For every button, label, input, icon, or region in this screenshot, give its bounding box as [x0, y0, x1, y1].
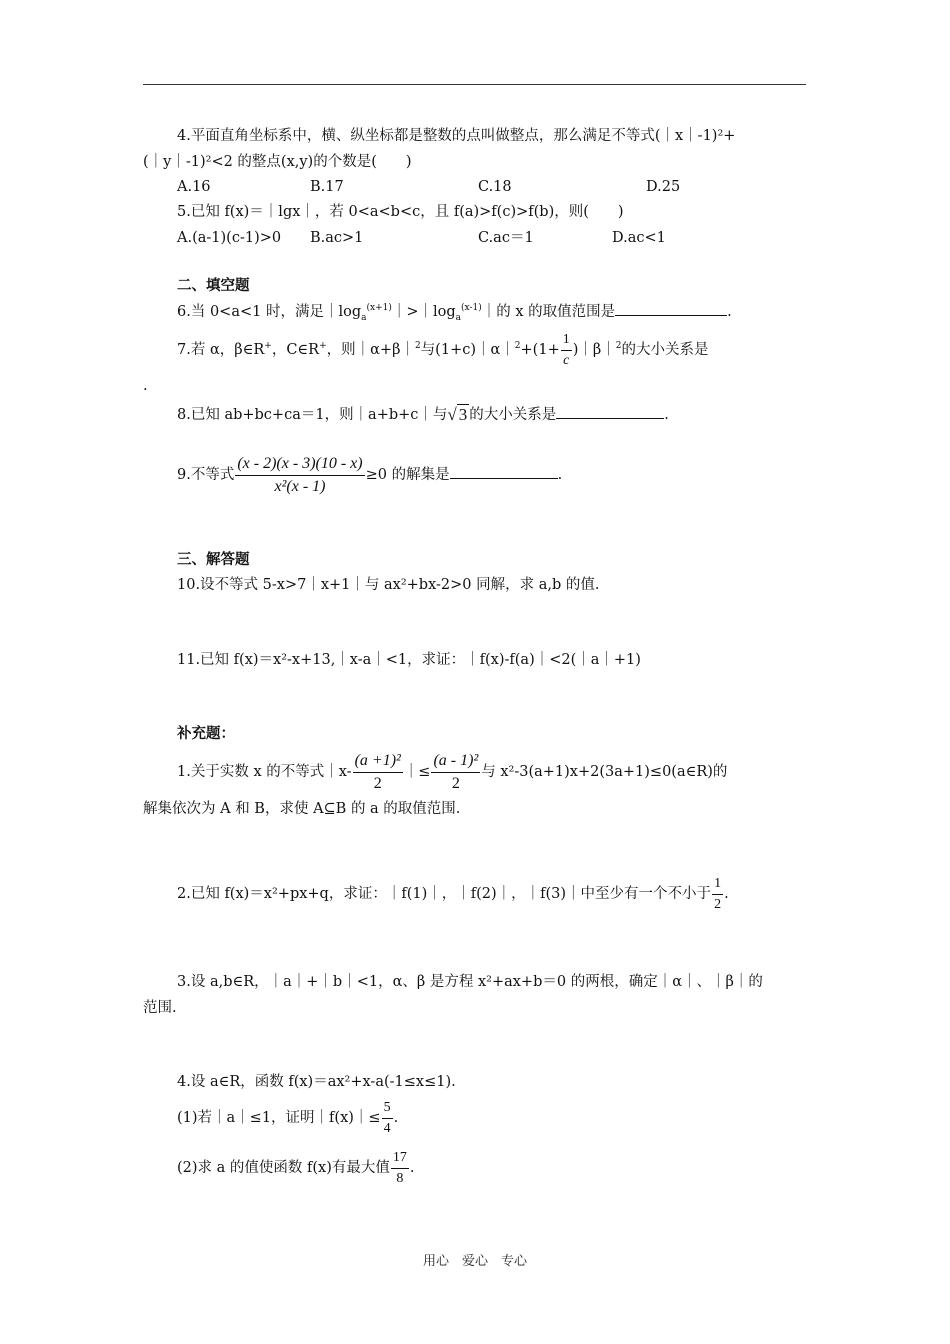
q5-stem: 5.已知 f(x)＝｜lgx｜，若 0<a<b<c，且 f(a)>f(c)>f(b)，则( ): [177, 204, 624, 220]
q8-end: .: [664, 407, 669, 423]
s4-p1-num: 5: [382, 1101, 393, 1119]
q9-frac-num: (x - 2)(x - 3)(10 - x): [235, 456, 364, 476]
q4-option-a: A.16: [177, 179, 211, 195]
s3-line2: 范围.: [143, 1000, 177, 1016]
q5-option-d: D.ac<1: [612, 230, 666, 246]
q7-text-pre: 7.若 α，β∈R: [177, 342, 265, 358]
s2-frac-den: 2: [714, 896, 722, 912]
s1-f1-den: 2: [373, 774, 382, 792]
q8-text-post: 的大小关系是: [469, 407, 557, 423]
q6-base1: a: [361, 312, 367, 323]
q6-text-pre: 6.当 0<a<1 时，满足｜log: [177, 304, 362, 320]
s4-p2-num: 17: [391, 1151, 409, 1169]
q7-sup-plus1: +: [264, 341, 272, 352]
section-fill-in-heading: 二、填空题: [177, 278, 250, 294]
q9-text-pre: 9.不等式: [177, 467, 235, 483]
section-answer-heading: 三、解答题: [177, 552, 250, 568]
q6: [177, 301, 732, 322]
q9: [177, 455, 562, 495]
q6-end: .: [727, 304, 732, 320]
s2-frac-num: 1: [712, 877, 723, 895]
q9-fraction: [235, 456, 364, 495]
q8: [177, 400, 669, 430]
q7-text-mid1: ，C∈R: [271, 342, 320, 358]
q6-text-mid: ｜>｜log: [391, 304, 456, 320]
s1-fraction1: [353, 753, 403, 792]
s4-part1: [177, 1098, 398, 1138]
s4-part2: [177, 1148, 414, 1188]
q11: 11.已知 f(x)＝x²-x+13,｜x-a｜<1，求证：｜f(x)-f(a)｜<2(｜a｜+1): [177, 652, 641, 668]
q7-text-post: 的大小关系是: [621, 342, 709, 358]
q4-option-d: D.25: [646, 179, 681, 195]
q7-frac-den: c: [563, 352, 570, 368]
s3-line1: 3.设 a,b∈R，｜a｜+｜b｜<1，α、β 是方程 x²+ax+b＝0 的两根，确定｜α｜、｜β｜的: [177, 974, 763, 990]
q10: 10.设不等式 5-x>7｜x+1｜与 ax²+bx-2>0 同解，求 a,b 的值.: [177, 577, 600, 593]
q7-text-mid4: +(1+: [520, 342, 560, 358]
q6-arg1: (x+1): [366, 303, 392, 314]
q4-line2: (｜y｜-1)²<2 的整点(x,y)的个数是( ): [143, 154, 412, 170]
s1-text-post: 与 x²-3(a+1)x+2(3a+1)≤0(a∈R)的: [481, 764, 728, 780]
s4-p1-den: 4: [383, 1120, 391, 1136]
q6-text-post: ｜的 x 的取值范围是: [481, 304, 616, 320]
header-rule: [143, 84, 806, 85]
section-supplement-heading: 补充题：: [177, 726, 235, 742]
q5-option-a: A.(a-1)(c-1)>0: [177, 230, 282, 246]
s1-f2-num: (a - 1)²: [431, 753, 480, 773]
page-footer: 用心 爱心 专心: [422, 1254, 527, 1269]
s4-p2-fraction: [391, 1151, 409, 1186]
q6-answer-blank[interactable]: [615, 301, 727, 316]
q5-option-c: C.ac＝1: [478, 230, 534, 246]
q6-arg2: (x-1): [461, 303, 482, 314]
q8-radicand: 3: [458, 405, 468, 424]
s1-f1-num: (a +1)²: [353, 753, 403, 773]
q9-text-post: ≥0 的解集是: [365, 467, 450, 483]
s4-p2-end: .: [409, 1160, 415, 1176]
s1-text-mid: ｜≤: [403, 764, 431, 780]
q9-frac-den: x²(x - 1): [274, 477, 326, 495]
q6-base2: a: [455, 312, 462, 323]
s1-f2-den: 2: [451, 774, 460, 792]
s2: [177, 874, 729, 914]
q7-text-mid5: )｜β｜: [572, 342, 616, 358]
s2-text-pre: 2.已知 f(x)＝x²+px+q，求证：｜f(1)｜，｜f(2)｜，｜f(3)｜中至少有一个不小于: [177, 886, 712, 902]
s2-fraction: [712, 877, 723, 912]
q8-answer-blank[interactable]: [556, 404, 664, 419]
s1-fraction2: [431, 753, 480, 792]
s1: [177, 752, 727, 792]
q7-sq1: 2: [414, 341, 421, 352]
q8-sqrt: √ 3: [447, 405, 468, 424]
q7-text-mid2: ，则｜α+β｜: [326, 342, 415, 358]
q9-answer-blank[interactable]: [450, 464, 558, 479]
q4-option-b: B.17: [310, 179, 344, 195]
q4-option-c: C.18: [478, 179, 512, 195]
q7-text-mid3: 与(1+c)｜α｜: [420, 342, 515, 358]
s1-text-pre: 1.关于实数 x 的不等式｜x-: [177, 764, 352, 780]
s4-p1-fraction: [382, 1101, 393, 1136]
q7-frac-num: 1: [561, 333, 572, 351]
q5-option-b: B.ac>1: [310, 230, 364, 246]
s4-p2-text: (2)求 a 的值使函数 f(x)有最大值: [177, 1160, 390, 1176]
q7: [177, 330, 709, 370]
q7-tail: .: [143, 378, 148, 394]
q8-text-pre: 8.已知 ab+bc+ca＝1，则｜a+b+c｜与: [177, 407, 448, 423]
s4-p1-end: .: [393, 1110, 399, 1126]
q4-line1: 4.平面直角坐标系中，横、纵坐标都是整数的点叫做整点，那么满足不等式(｜x｜-1)²+: [177, 128, 736, 144]
s2-end: .: [724, 886, 729, 902]
s4-p1-text: (1)若｜a｜≤1，证明｜f(x)｜≤: [177, 1110, 381, 1126]
s1-line2: 解集依次为 A 和 B，求使 A⊆B 的 a 的取值范围.: [143, 801, 461, 817]
q9-end: .: [557, 467, 563, 483]
s4-p2-den: 8: [396, 1170, 404, 1186]
q7-sup-plus2: +: [319, 341, 327, 352]
q7-fraction: [561, 333, 572, 368]
q7-sq2: 2: [514, 341, 521, 352]
s4-stem: 4.设 a∈R，函数 f(x)＝ax²+x-a(-1≤x≤1).: [177, 1074, 456, 1090]
q7-sq3: 2: [615, 341, 622, 352]
